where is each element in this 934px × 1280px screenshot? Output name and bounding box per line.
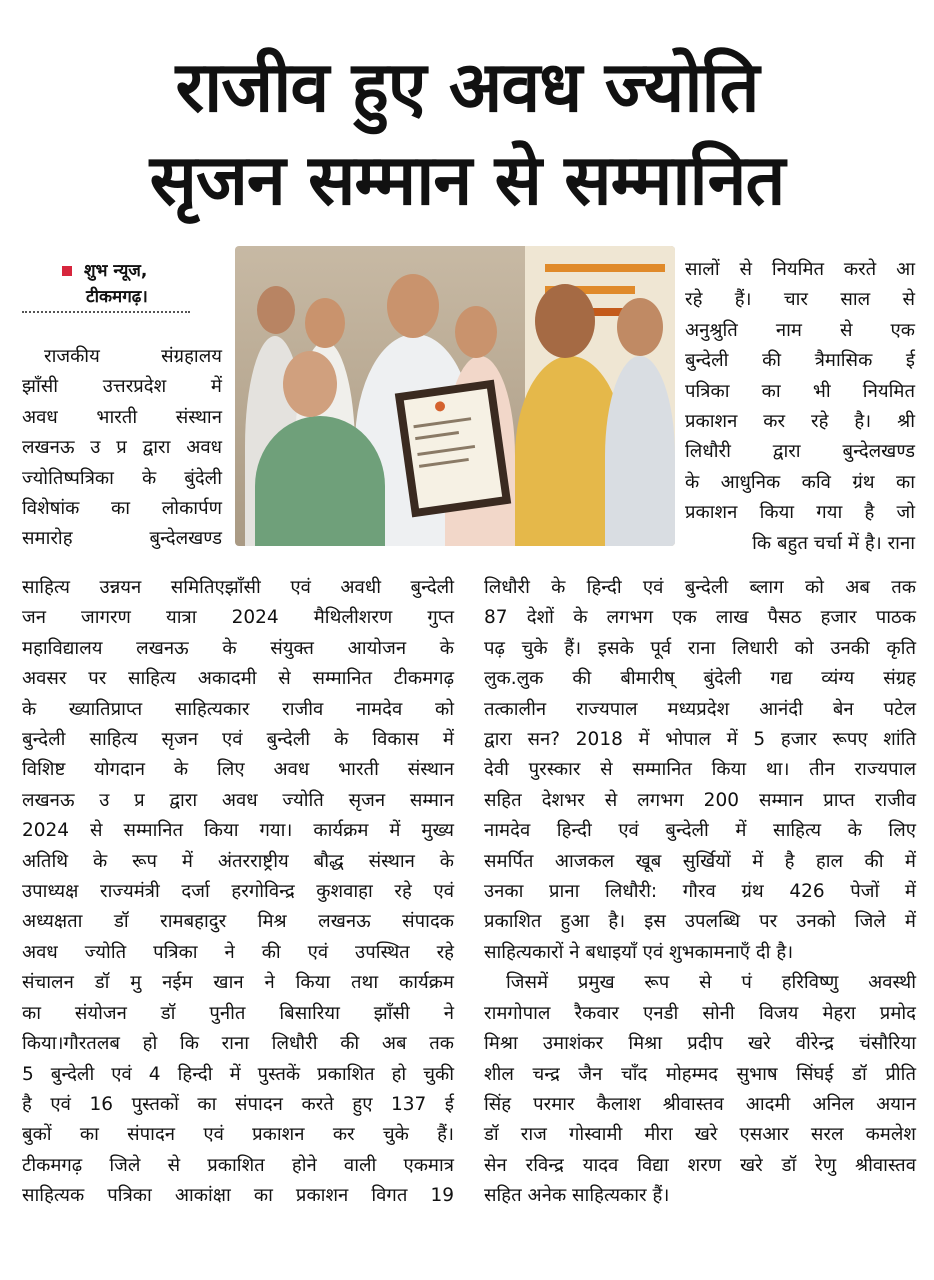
dateline-city: टीकमगढ़। — [86, 287, 148, 307]
article-line: उपाध्यक्ष राज्यमंत्री दर्जा हरगोविन्द्र कुशवाहा रहे एवं — [22, 881, 454, 903]
article-line: शील चन्द्र जैन चाँद मोहम्मद सुभाष सिंघई डॉ प्रीति — [484, 1063, 916, 1085]
article-line: द्वारा सन? 2018 में भोपाल में 5 हजार रूपए शांति — [484, 729, 916, 751]
article-line: विशेषांक का लोकार्पण — [22, 498, 222, 520]
bullet-square-icon — [62, 266, 72, 276]
certificate-frame — [395, 380, 511, 518]
article-line: संचालन डॉ मु नईम खान ने किया तथा कार्यक्रम — [22, 972, 454, 994]
article-line: रामगोपाल रैकवार एनडी सोनी विजय मेहरा प्रमोद — [484, 1002, 916, 1024]
article-line: उनका प्राना लिधौरी: गौरव ग्रंथ 426 पेजों में — [484, 881, 916, 903]
article-line: अवसर पर साहित्य अकादमी से सम्मानित टीकमगढ़ — [22, 668, 454, 690]
article-column-left — [22, 573, 454, 1212]
article-line: अतिथि के रूप में अंतरराष्ट्रीय बौद्ध संस्थान के — [22, 850, 454, 872]
article-line: लुक.लुक की बीमारीष् बुंदेली गद्य व्यंग्य संग्रह — [484, 668, 916, 690]
headline-line-2: सृजन सम्मान से सम्मानित — [149, 139, 785, 221]
article-line: झाँसी उत्तरप्रदेश में — [22, 376, 222, 398]
article-line: 2024 से सम्मानित किया गया। कार्यक्रम में मुख्य — [22, 820, 454, 842]
article-column-right — [484, 573, 916, 1212]
article-line: के आधुनिक कवि ग्रंथ का — [685, 471, 915, 493]
article-line: है एवं 16 पुस्तकों का संपादन करते हुए 137 ई — [22, 1093, 454, 1115]
dotted-divider — [22, 311, 190, 313]
article-line: किया।गौरतलब हो कि राना लिधौरी की अब तक — [22, 1033, 454, 1055]
article-line: तत्कालीन राज्यपाल मध्यप्रदेश आनंदी बेन पटेल — [484, 698, 916, 720]
article-line: देवी पुरस्कार से सम्मानित किया था। तीन राज्यपाल — [484, 759, 916, 781]
article-line: पत्रिका का भी नियमित — [685, 380, 915, 402]
article-line: नामदेव हिन्दी एवं बुन्देली में साहित्य के लिए — [484, 820, 916, 842]
dateline-source: शुभ न्यूज, — [84, 261, 148, 281]
article-line: अनुश्रुति नाम से एक — [685, 319, 915, 341]
article-line: लखनऊ उ प्र द्वारा अवध — [22, 437, 222, 459]
article-line: ज्योतिष्पत्रिका के बुंदेली — [22, 467, 222, 489]
article-line: 5 बुन्देली एवं 4 हिन्दी में पुस्तकें प्रकाशित हो चुकी — [22, 1063, 454, 1085]
article-line: विशिष्ट योगदान के लिए अवध भारती संस्थान — [22, 759, 454, 781]
article-line: जिसमें प्रमुख रूप से पं हरिविष्णु अवस्थी — [506, 972, 916, 994]
article-column-left-top — [22, 342, 222, 555]
article-line: टीकमगढ़ जिले से प्रकाशित होने वाली एकमात्र — [22, 1154, 454, 1176]
article-line: लिधौरी के हिन्दी एवं बुन्देली ब्लाग को अब तक — [484, 577, 916, 598]
article-line: समारोह बुन्देलखण्ड — [22, 528, 222, 550]
article-line: बुन्देली की त्रैमासिक ई — [685, 350, 915, 372]
award-ceremony-photo — [235, 246, 675, 546]
article-line: प्रकाशन कर रहे है। श्री — [685, 411, 915, 433]
article-line: सेन रविन्द्र यादव विद्या शरण खरे डॉ रेणु श्रीवास्तव — [484, 1154, 916, 1176]
article-line: महाविद्यालय लखनऊ के संयुक्त आयोजन के — [22, 637, 454, 659]
article-line: रहे हैं। चार साल से — [685, 289, 915, 311]
article-line: अवध ज्योति पत्रिका ने की एवं उपस्थित रहे — [22, 941, 454, 963]
article-line: प्रकाशित हुआ है। इस उपलब्धि पर उनको जिले में — [484, 911, 916, 933]
article-line: सिंह परमार कैलाश श्रीवास्तव आदमी अनिल अयान — [484, 1093, 916, 1115]
dateline — [62, 258, 148, 310]
article-line: जन जागरण यात्रा 2024 मैथिलीशरण गुप्त — [22, 607, 454, 629]
article-line: 87 देशों के लगभग एक लाख पैसठ हजार पाठक — [484, 607, 916, 629]
article-line: पढ़ चुके हैं। इसके पूर्व राना लिधारी को उनकी कृति — [484, 637, 916, 659]
article-line: कि बहुत चर्चा में है। राना — [752, 532, 915, 554]
article-line: के ख्यातिप्राप्त साहित्यकार राजीव नामदेव को — [22, 698, 454, 720]
article-column-right-top — [685, 255, 915, 559]
article-line: सहित देशभर से लगभग 200 सम्मान प्राप्त राजीव — [484, 789, 916, 811]
article-line: राजकीय संग्रहालय — [44, 346, 222, 367]
article-line: लखनऊ उ प्र द्वारा अवध ज्योति सृजन सम्मान — [22, 789, 454, 811]
headline-line-1: राजीव हुए अवध ज्योति — [175, 46, 759, 128]
article-line: अवध भारती संस्थान — [22, 406, 222, 428]
article-line: का संयोजन डॉ पुनीत बिसारिया झाँसी ने — [22, 1002, 454, 1024]
article-line: साहित्यक पत्रिका आकांक्षा का प्रकाशन विगत 19 — [22, 1185, 454, 1207]
article-line: प्रकाशन किया गया है जो — [685, 502, 915, 524]
article-line: मिश्रा उमाशंकर मिश्रा प्रदीप खरे वीरेन्द्र चंसौरिया — [484, 1033, 916, 1055]
article-line: सहित अनेक साहित्यकार हैं। — [484, 1185, 670, 1207]
article-line: अध्यक्षता डॉ रामबहादुर मिश्र लखनऊ संपादक — [22, 911, 454, 933]
article-line: सालों से नियमित करते आ — [685, 259, 915, 280]
article-line: बुन्देली साहित्य सृजन एवं बुन्देली के विकास में — [22, 729, 454, 751]
article-line: साहित्यकारों ने बधाइयाँ एवं शुभकामनाएँ दी है। — [484, 941, 794, 963]
article-line: साहित्य उन्नयन समितिएझाँसी एवं अवधी बुन्देली — [22, 577, 454, 598]
article-line: डॉ राज गोस्वामी मीरा खरे एसआर सरल कमलेश — [484, 1124, 916, 1146]
article-line: लिधौरी द्वारा बुन्देलखण्ड — [685, 441, 915, 463]
article-line: बुकों का संपादन एवं प्रकाशन कर चुके हैं। — [22, 1124, 454, 1146]
article-line: समर्पित आजकल खूब सुर्खियों में है हाल की में — [484, 850, 916, 872]
